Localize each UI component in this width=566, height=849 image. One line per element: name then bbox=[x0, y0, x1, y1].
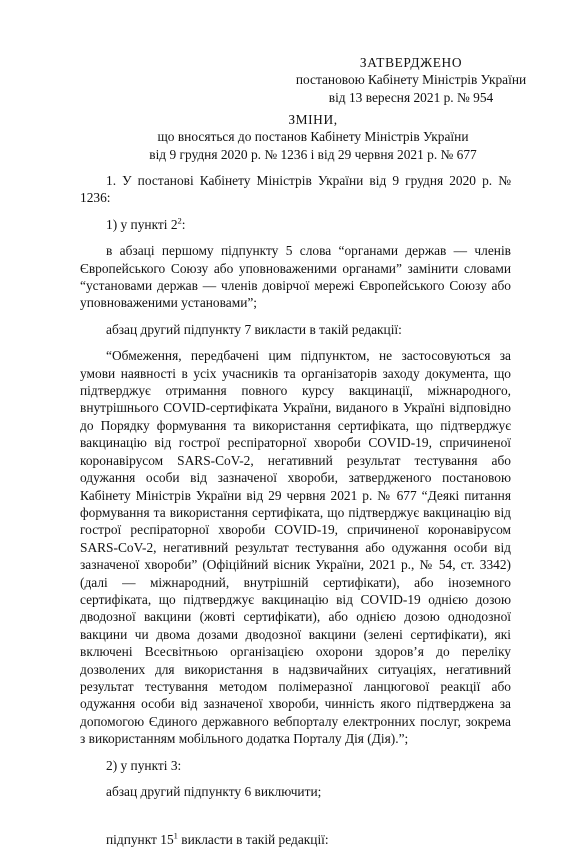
changes-subtitle-1: що вносяться до постанов Кабінету Міністрів України bbox=[157, 129, 469, 145]
paragraph-7: абзац другий підпункту 6 виключити; bbox=[106, 784, 322, 799]
paragraph-2-superscript: 2 bbox=[177, 215, 182, 226]
paragraph-8 bbox=[80, 831, 511, 848]
approval-stamp: ЗАТВЕРДЖЕНО bbox=[359, 55, 463, 70]
approval-line-2: від 13 вересня 2021 р. № 954 bbox=[328, 89, 494, 105]
paragraph-2 bbox=[80, 216, 511, 233]
paragraph-1: 1. У постанові Кабінету Міністрів України від 9 грудня 2020 р. № 1236: bbox=[80, 173, 511, 206]
document-body bbox=[80, 172, 511, 849]
changes-title-block bbox=[80, 111, 546, 163]
paragraph-8-suffix: викласти в такій редакції: bbox=[177, 832, 329, 848]
changes-subtitle-2: від 9 грудня 2020 р. № 1236 і від 29 червня 2021 р. № 677 bbox=[149, 146, 477, 162]
paragraph-2-text: 1) у пункті 2 bbox=[106, 216, 178, 232]
paragraph-6: 2) у пункті 3: bbox=[106, 757, 182, 773]
paragraph-5: “Обмеження, передбачені цим підпунктом, не застосовуються за умови наявності в усіх учасників та організаторів заходу документа, що підтверджує отримання повного курсу вакцинації, міжнародного, внутрішнього COVID-сертифіката України, виданого в Україні відповідно до Порядку формування та використання сертифіката, що підтверджує вакцинацію від гострої респіраторної хвороби COVID-19, спричиненої коронавірусом SARS-CoV-2, негативний результат тестування або одужання особи від зазначеної хвороби, затвердженого постановою Кабінету Міністрів України від 29 червня 2021 р. № 677 “Деякі питання формування та використання сертифіката, що підтверджує вакцинацію від гострої респіраторної хвороби COVID-19, спричиненої коронавірусом SARS-CoV-2, негативний результат тестування або одужання особи від зазначеної хвороби” (Офіційний вісник України, 2021 р., № 54, ст. 3342) (далі — міжнародний, внутрішній сертифікати), або іноземного сертифіката, що підтверджує вакцинацію від COVID-19 однією дозою дводозної вакцини (жовті сертифікати), або однією дозою однодозної вакцини чи двома дозами дводозної вакцини (зелені сертифікати), які включені Всесвітньою організацією охорони здоров’я до переліку дозволених для використання в надзвичайних ситуаціях, негативний результат тестування методом полімеразної ланцюгової реакції або одужання особи від зазначеної хвороби, чинність якого підтверджена за допомогою Єдиного державного вебпорталу електронних послуг, зокрема з використанням мобільного додатка Порталу Дія (Дія).”; bbox=[80, 348, 511, 747]
paragraph-8-text: підпункт 15 bbox=[106, 832, 174, 848]
approval-line-1: постановою Кабінету Міністрів України bbox=[295, 72, 527, 88]
approval-block bbox=[276, 54, 546, 106]
paragraph-4: абзац другий підпункту 7 викласти в такій редакції: bbox=[106, 321, 402, 337]
paragraph-2-suffix: : bbox=[181, 216, 186, 232]
paragraph-8-superscript: 1 bbox=[173, 830, 178, 841]
paragraph-3: в абзаці першому підпункту 5 слова “органами держав — членів Європейського Союзу або уповноваженими органами” замінити словами “установами держав — членів довірчої мережі Європейського Союзу або уповноваженими установами”; bbox=[80, 243, 511, 311]
changes-heading: ЗМІНИ, bbox=[288, 112, 338, 127]
